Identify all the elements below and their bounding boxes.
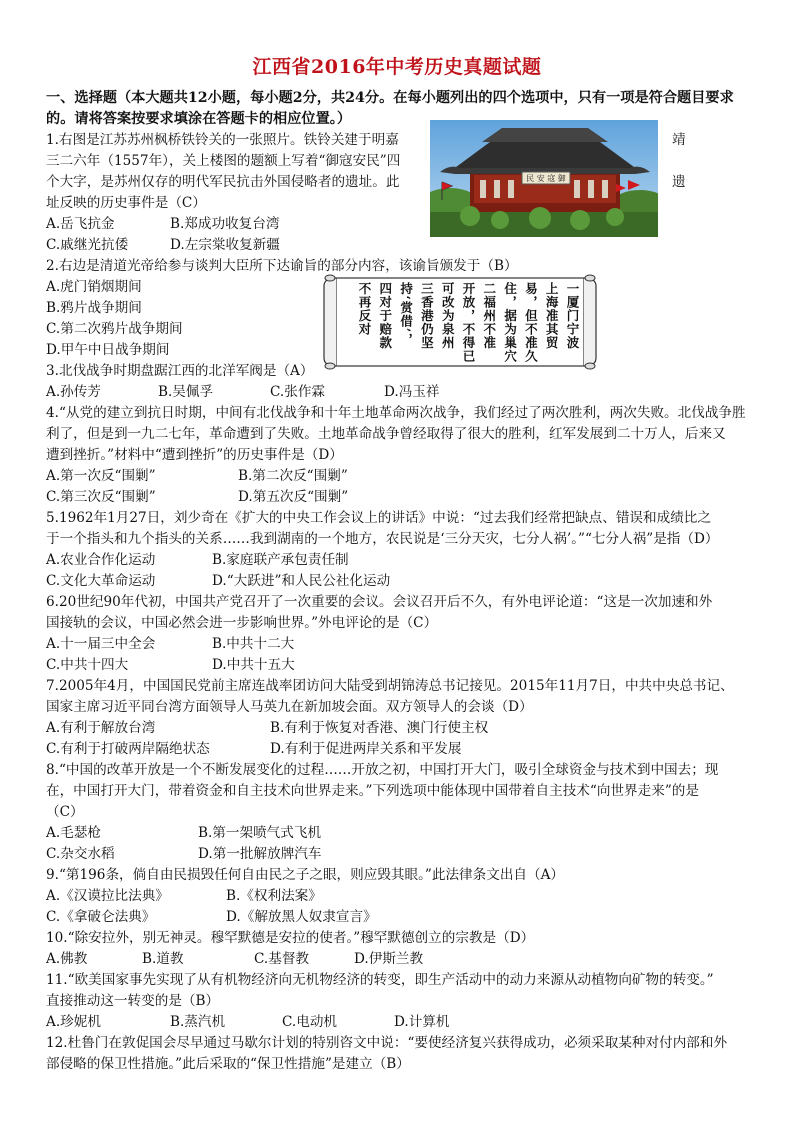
q1-option-b: B.郑成功收复台湾 bbox=[170, 216, 280, 232]
q1-line-2: 三二六年（1557年），关上楼图的题额上写着“御寇安民”四 bbox=[46, 153, 401, 169]
q4-option-d: D.第五次反“围剿” bbox=[238, 489, 349, 505]
q8-option-c: C.杂交水稻 bbox=[46, 846, 115, 862]
q6-line-2: 国接轨的会议，中国必然会进一步影响世界。”外电评论的是（C） bbox=[46, 615, 438, 631]
q7-line-2: 国家主席习近平同台湾方面领导人马英九在新加坡会面。双方领导人的会谈（D） bbox=[46, 699, 533, 715]
q3-option-a: A.孙传芳 bbox=[46, 384, 101, 400]
q12-line-2: 部侵略的保卫性措施。”此后采取的“保卫性措施”是建立（B） bbox=[46, 1056, 410, 1072]
q2-option-d: D.甲午中日战争期间 bbox=[46, 342, 170, 358]
q8-line-2: 在，中国打开大门，带着资金和自主技术向世界走来。”下列选项中能体现中国带着自主技术“向世界走来”的是 bbox=[46, 783, 699, 799]
q8-option-a: A.毛瑟枪 bbox=[46, 825, 101, 841]
q6-option-c: C.中共十四大 bbox=[46, 657, 129, 673]
q1-option-d: D.左宗棠收复新疆 bbox=[170, 237, 280, 253]
q11-option-b: B.蒸汽机 bbox=[170, 1014, 226, 1030]
scroll-column: 持‘赏借’， bbox=[398, 282, 414, 347]
q3-stem: 3.北伐战争时期盘踞江西的北洋军阀是（A） bbox=[46, 363, 314, 379]
q8-option-d: D.第一批解放牌汽车 bbox=[198, 846, 322, 862]
q5-option-b: B.家庭联产承包责任制 bbox=[212, 552, 349, 568]
q1-line-3-tail: 遗 bbox=[672, 174, 686, 190]
q2-option-a: A.虎门销烟期间 bbox=[46, 279, 142, 295]
scroll-column: 可改为泉州 bbox=[440, 282, 456, 350]
scroll-column: 易，但不准久 bbox=[523, 282, 539, 363]
section-heading: 一、选择题（本大题共12小题，每小题2分，共24分。在每小题列出的四个选项中，只有一项是符合题目要求的。请将答案按要求填涂在答题卡的相应位置。） bbox=[46, 90, 734, 127]
tieling-gate-photo bbox=[430, 120, 658, 237]
q5-option-a: A.农业合作化运动 bbox=[46, 552, 156, 568]
q11-option-d: D.计算机 bbox=[394, 1014, 450, 1030]
scroll-column: 三香港仍坚 bbox=[419, 282, 435, 350]
q8-option-b: B.第一架喷气式飞机 bbox=[198, 825, 322, 841]
q6-option-b: B.中共十二大 bbox=[212, 636, 295, 652]
scroll-column: 开放，不得已 bbox=[460, 282, 476, 363]
q7-option-a: A.有利于解放台湾 bbox=[46, 720, 156, 736]
q8-line-1: 8.“中国的改革开放是一个不断发展变化的过程……开放之初，中国打开大门，吸引全球资金与技术到中国去；现 bbox=[46, 762, 719, 778]
q9-option-b: B.《权利法案》 bbox=[226, 888, 322, 904]
q11-line-1: 11.“欧美国家事先实现了从有机物经济向无机物经济的转变，即生产活动中的动力来源从动植物向矿物的转变。” bbox=[46, 972, 714, 988]
q1-line-4: 址反映的历史事件是（C） bbox=[46, 195, 206, 211]
q5-line-2: 于一个指头和九个指头的关系……我到湖南的一个地方，农民说是‘三分天灾，七分人祸’。”“七分人祸”是指（D） bbox=[46, 531, 719, 547]
q7-option-b: B.有利于恢复对香港、澳门行使主权 bbox=[270, 720, 489, 736]
q10-option-c: C.基督教 bbox=[254, 951, 310, 967]
q10-option-b: B.道教 bbox=[142, 951, 184, 967]
q6-line-1: 6.20世纪90年代初，中国共产党召开了一次重要的会议。会议召开后不久，有外电评论道：“这是一次加速和外 bbox=[46, 594, 713, 610]
q2-stem: 2.右边是清道光帝给参与谈判大臣所下达谕旨的部分内容，该谕旨颁发于（B） bbox=[46, 258, 518, 274]
q1-line-1-tail: 靖 bbox=[672, 132, 686, 148]
q9-stem: 9.“第196条，倘自由民损毁任何自由民之子之眼，则应毁其眼。”此法律条文出自（A） bbox=[46, 867, 565, 883]
q4-line-3: 遭到挫折。”材料中“遭到挫折”的历史事件是（D） bbox=[46, 447, 343, 463]
q1-line-1: 1.右图是江苏苏州枫桥铁铃关的一张照片。铁铃关建于明嘉 bbox=[46, 132, 399, 148]
q6-option-a: A.十一届三中全会 bbox=[46, 636, 156, 652]
scroll-column: 二福州不准 bbox=[481, 282, 497, 350]
scroll-column: 上海准其贸 bbox=[544, 282, 560, 350]
gate-plaque-text: 民 安 寇 御 bbox=[526, 174, 566, 183]
q10-option-d: D.伊斯兰教 bbox=[354, 951, 424, 967]
q3-option-d: D.冯玉祥 bbox=[384, 384, 440, 400]
scroll-column: 住，据为巢穴 bbox=[502, 282, 518, 363]
q11-line-2: 直接推动这一转变的是（B） bbox=[46, 993, 220, 1009]
q1-line-3: 个大字，是苏州仅存的明代军民抗击外国侵略者的遗址。此 bbox=[46, 174, 400, 190]
page-title: 江西省2016年中考历史真题试题 bbox=[252, 56, 542, 78]
q5-option-c: C.文化大革命运动 bbox=[46, 573, 156, 589]
q1-option-c: C.戚继光抗倭 bbox=[46, 237, 129, 253]
q5-option-d: D.“大跃进”和人民公社化运动 bbox=[212, 573, 391, 589]
q4-line-1: 4.“从党的建立到抗日时期，中间有北伐战争和十年土地革命两次战争，我们经过了两次胜利，两次失败。北伐战争胜 bbox=[46, 405, 746, 421]
q7-option-d: D.有利于促进两岸关系和平发展 bbox=[270, 741, 462, 757]
q8-line-3: （C） bbox=[46, 804, 84, 820]
edict-scroll bbox=[316, 272, 604, 372]
q9-option-d: D.《解放黑人奴隶宣言》 bbox=[226, 909, 377, 925]
scroll-column: 不再反对 bbox=[357, 282, 372, 336]
q9-option-c: C.《拿破仑法典》 bbox=[46, 909, 156, 925]
scroll-column: 四对于赔款 bbox=[377, 282, 393, 350]
q2-option-b: B.鸦片战争期间 bbox=[46, 300, 142, 316]
q10-option-a: A.佛教 bbox=[46, 951, 88, 967]
q6-option-d: D.中共十五大 bbox=[212, 657, 295, 673]
q11-option-a: A.珍妮机 bbox=[46, 1014, 101, 1030]
q3-option-b: B.吴佩孚 bbox=[158, 384, 214, 400]
q9-option-a: A.《汉谟拉比法典》 bbox=[46, 888, 169, 904]
q7-option-c: C.有利于打破两岸隔绝状态 bbox=[46, 741, 210, 757]
scroll-column: 一厦门宁波 bbox=[564, 282, 580, 350]
q12-line-1: 12.杜鲁门在敦促国会尽早通过马歇尔计划的特别咨文中说：“要使经济复兴获得成功，必须采取某种对付内部和外 bbox=[46, 1035, 728, 1051]
q4-option-b: B.第二次反“围剿” bbox=[238, 468, 348, 484]
q4-option-c: C.第三次反“围剿” bbox=[46, 489, 156, 505]
q4-option-a: A.第一次反“围剿” bbox=[46, 468, 156, 484]
q1-option-a: A.岳飞抗金 bbox=[46, 216, 115, 232]
q3-option-c: C.张作霖 bbox=[270, 384, 326, 400]
q5-line-1: 5.1962年1月27日，刘少奇在《扩大的中央工作会议上的讲话》中说：“过去我们经常把缺点、错误和成绩比之 bbox=[46, 510, 711, 526]
q11-option-c: C.电动机 bbox=[282, 1014, 338, 1030]
q10-stem: 10.“除安拉外，别无神灵。穆罕默德是安拉的使者。”穆罕默德创立的宗教是（D） bbox=[46, 930, 535, 946]
q4-line-2: 利了，但是到一九二七年，革命遭到了失败。土地革命战争曾经取得了很大的胜利，红军发展到二十万人，后来又 bbox=[46, 426, 726, 442]
q2-option-c: C.第二次鸦片战争期间 bbox=[46, 321, 183, 337]
q7-line-1: 7.2005年4月，中国国民党前主席连战率团访问大陆受到胡锦涛总书记接见。2015年11月7日，中共中央总书记、 bbox=[46, 678, 734, 694]
